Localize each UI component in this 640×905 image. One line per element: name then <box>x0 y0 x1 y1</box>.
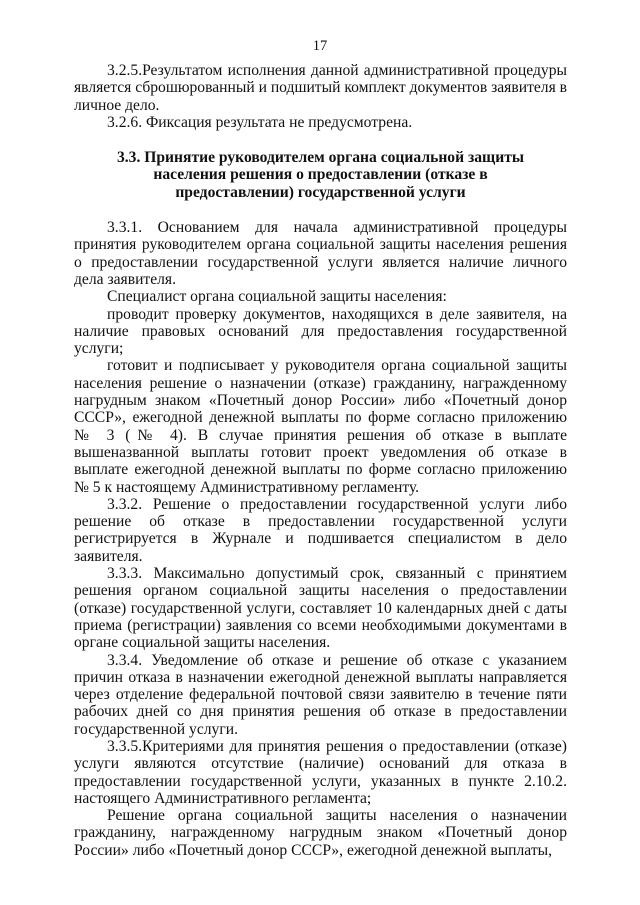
paragraph-specialist: Специалист органа социальной защиты населения: <box>107 288 447 306</box>
paragraph-3-3-5: 3.3.5.Критериями для принятия решения о предоставлении (отказе) услуги являются отсутствие (наличие) оснований для отказа в предоставлении государственной услуги, указанных в пункте 2.10.2. настоящего Административного регламента; <box>74 737 567 807</box>
paragraph-check-documents: проводит проверку документов, находящихся в деле заявителя, на наличие правовых оснований для предоставления государственной услуги; <box>74 305 567 358</box>
paragraph-3-2-6: 3.2.6. Фиксация результата не предусмотрена. <box>107 113 413 131</box>
page-number: 17 <box>312 38 328 54</box>
paragraph-3-3-1: 3.3.1. Основанием для начала административной процедуры принятия руководителем органа социальной защиты населения решения о предоставлении государственной услуги является наличие личного дела заявителя. <box>74 219 567 288</box>
section-heading-3-3: 3.3. Принятие руководителем органа социальной защиты населения решения о предоставлении (отказе в предоставлении) государственной услуги <box>116 149 525 201</box>
document-body <box>74 62 567 859</box>
paragraph-3-2-5: 3.2.5.Результатом исполнения данной административной процедуры является сброшюрованный и подшитый комплект документов заявителя в личное дело. <box>74 62 568 114</box>
paragraph-prepare-decision: готовит и подписывает у руководителя органа социальной защиты населения решение о назначении (отказе) гражданину, награжденному нагрудным знаком «Почетный донор России» либо «Почетный донор СССР», ежегодной денежной выплаты по форме согласно приложению № 3 (№ 4). В случае принятия решения об отказе в выплате вышеназванной выплаты готовит проект уведомления об отказе в выплате ежегодной денежной выплаты по форме согласно приложению № 5 к настоящему Административному регламенту. <box>74 357 567 496</box>
paragraph-3-3-2: 3.3.2. Решение о предоставлении государственной услуги либо решение об отказе в предоставлении государственной услуги регистрируется в Журнале и подшивается специалистом в дело заявителя. <box>74 495 567 565</box>
paragraph-decision: Решение органа социальной защиты населения о назначении гражданину, награжденному нагрудным знаком «Почетный донор России» либо «Почетный донор СССР», ежегодной денежной выплаты, <box>74 807 567 859</box>
paragraph-3-3-3: 3.3.3. Максимально допустимый срок, связанный с принятием решения органом социальной защиты населения о предоставлении (отказе) государственной услуги, составляет 10 календарных дней с даты приема (регистрации) заявления со всеми необходимыми документами в органе социальной защиты населения. <box>74 565 567 652</box>
paragraph-3-3-4: 3.3.4. Уведомление об отказе и решение об отказе с указанием причин отказа в назначении ежегодной денежной выплаты направляется через отделение федеральной почтовой связи заявителю в течение пяти рабочих дней со дня принятия решения об отказе в предоставлении государственной услуги. <box>74 651 567 738</box>
